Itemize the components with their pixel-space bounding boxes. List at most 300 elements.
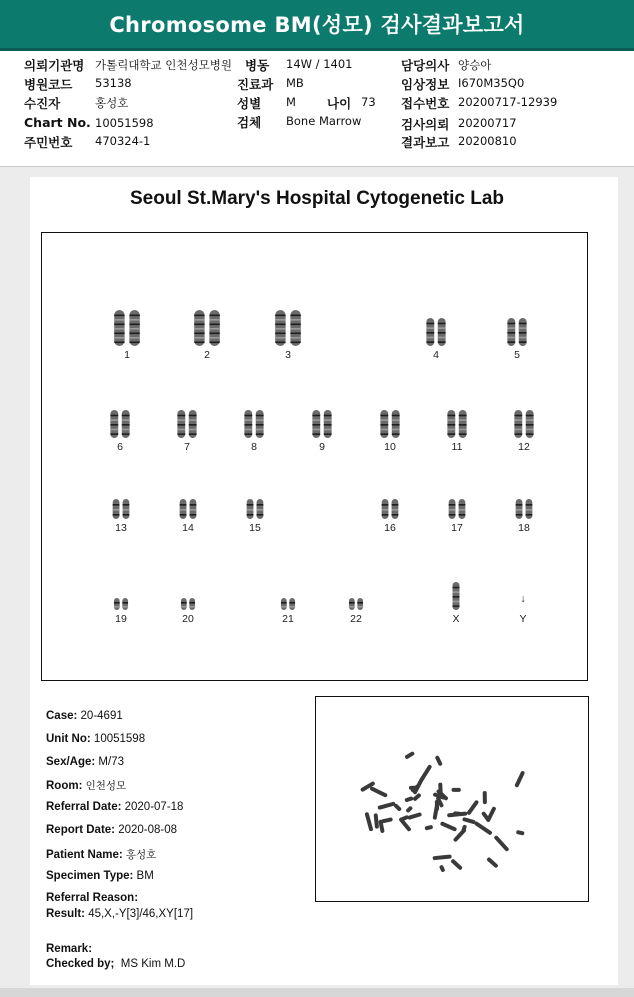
chromosome-band xyxy=(180,514,187,516)
metaphase-chromosome xyxy=(466,800,479,816)
info-value: MB xyxy=(286,76,304,90)
chromosome-label: 7 xyxy=(184,441,190,453)
chromosome-band xyxy=(257,514,264,516)
chromosome-band xyxy=(507,341,515,343)
chromosome-band xyxy=(122,415,130,417)
chromosome xyxy=(247,499,254,519)
chromosome-band xyxy=(275,328,285,330)
chromosome-band xyxy=(426,323,434,325)
chromosome-band xyxy=(290,315,300,317)
chromosome-band xyxy=(256,429,264,431)
chromosome-band xyxy=(275,342,285,344)
chromosome-band xyxy=(426,341,434,343)
chromosome xyxy=(519,318,527,346)
info-value: 10051598 xyxy=(95,116,154,130)
metaphase-chromosome xyxy=(404,796,413,803)
chromosome-band xyxy=(129,328,139,330)
metaphase-chromosome xyxy=(404,751,415,760)
chromosome xyxy=(189,598,195,610)
chromosome xyxy=(438,318,446,346)
chromosome-band xyxy=(122,606,128,608)
chromosome-label: 18 xyxy=(518,522,530,534)
chromosome-label: X xyxy=(452,613,460,625)
chromosome-band xyxy=(189,419,197,421)
chromosome-band xyxy=(110,424,118,426)
chromosome-pair xyxy=(187,309,227,347)
chromosome-label: 22 xyxy=(350,613,362,625)
chromosome-band xyxy=(507,323,515,325)
chromosome-band xyxy=(514,419,522,421)
metaphase-chromosome xyxy=(516,830,525,836)
chromosome-label: 11 xyxy=(451,441,463,453)
title-underline xyxy=(0,48,634,51)
chromosome-band xyxy=(247,509,254,511)
info-label: 주민번호 xyxy=(24,135,73,150)
metaphase-chromosome xyxy=(407,812,422,820)
chromosome-band xyxy=(190,509,197,511)
chromosome-band xyxy=(209,328,219,330)
chromosome xyxy=(129,310,139,346)
chromosome-band xyxy=(129,333,139,335)
chromosome-band xyxy=(275,333,285,335)
metaphase-chromosome xyxy=(452,788,461,792)
chromosome-band xyxy=(426,327,434,329)
chromosome-pair xyxy=(502,317,532,347)
chromosome-band xyxy=(392,514,399,516)
chromosome-pair xyxy=(239,409,269,439)
metaphase-chromosome xyxy=(439,865,446,873)
chromosome-label: 2 xyxy=(204,349,210,361)
chromosome-band xyxy=(129,324,139,326)
checked-label: Checked by; xyxy=(46,958,115,970)
chromosome-band xyxy=(257,504,264,506)
metaphase-chromosome xyxy=(424,825,433,831)
chromosome-label: 17 xyxy=(451,522,463,534)
report-date-label: Report Date: xyxy=(46,824,116,836)
reason-label: Referral Reason: xyxy=(46,892,139,904)
chromosome xyxy=(209,310,219,346)
case-label: Case: xyxy=(46,710,78,722)
chromosome-band xyxy=(519,341,527,343)
report-date-line xyxy=(46,824,177,836)
info-value: 가톨릭대학교 인천성모병원 xyxy=(95,58,232,72)
unit-label: Unit No: xyxy=(46,733,91,745)
chromosome-band xyxy=(449,509,456,511)
chromosome xyxy=(194,310,204,346)
chromosome-band xyxy=(447,419,455,421)
chromosome xyxy=(447,410,455,438)
metaphase-chromosome xyxy=(483,791,487,804)
sexage-label: Sex/Age: xyxy=(46,756,96,768)
chromosome xyxy=(459,499,466,519)
chromosome-label: 16 xyxy=(384,522,396,534)
chromosome-label: 6 xyxy=(117,441,123,453)
chromosome-band xyxy=(507,332,515,334)
chromosome-band xyxy=(129,315,139,317)
metaphase-chromosome xyxy=(514,770,525,788)
chromosome-band xyxy=(190,514,197,516)
chromosome-band xyxy=(209,337,219,339)
chromosome-band xyxy=(459,429,467,431)
chromosome-band xyxy=(194,319,204,321)
chromosome-band xyxy=(181,602,187,604)
chromosome-band xyxy=(209,315,219,317)
chromosome-band xyxy=(392,424,400,426)
info-value: 53138 xyxy=(95,76,132,90)
metaphase-chromosome xyxy=(412,793,422,802)
chromosome-band xyxy=(519,332,527,334)
chromosome-pair xyxy=(242,498,268,520)
chromosome-band xyxy=(438,337,446,339)
chromosome-band xyxy=(275,337,285,339)
referral-date-line xyxy=(46,801,183,813)
chromosome-band xyxy=(426,337,434,339)
referral-date-value: 2020-07-18 xyxy=(124,801,184,813)
chromosome-band xyxy=(129,342,139,344)
info-value: 470324-1 xyxy=(95,134,151,148)
chromosome-band xyxy=(290,333,300,335)
chromosome-band xyxy=(256,415,264,417)
chromosome-band xyxy=(438,323,446,325)
room-line xyxy=(46,778,126,793)
chromosome-band xyxy=(438,327,446,329)
chromosome-label: 15 xyxy=(249,522,261,534)
chromosome-label: 12 xyxy=(518,441,530,453)
info-label: Chart No. xyxy=(24,115,91,130)
chromosome-band xyxy=(110,419,118,421)
info-label: 진료과 xyxy=(237,77,274,92)
chromosome-band xyxy=(392,509,399,511)
chromosome-band xyxy=(449,504,456,506)
reason-line xyxy=(46,892,138,904)
chromosome-band xyxy=(275,324,285,326)
info-value: 20200717 xyxy=(458,116,517,130)
chromosome-band xyxy=(190,504,197,506)
chromosome-band xyxy=(447,415,455,417)
chromosome-label: 20 xyxy=(182,613,194,625)
chromosome-band xyxy=(382,504,389,506)
chromosome xyxy=(289,598,295,610)
info-label: 검체 xyxy=(237,115,262,130)
chromosome-band xyxy=(244,415,252,417)
chromosome-band xyxy=(459,433,467,435)
chromosome xyxy=(177,410,185,438)
chromosome-label: 14 xyxy=(182,522,194,534)
chromosome-pair xyxy=(172,409,202,439)
result-line xyxy=(46,908,193,920)
chromosome-band xyxy=(453,605,460,607)
chromosome xyxy=(110,410,118,438)
chromosome-band xyxy=(244,424,252,426)
unit-value: 10051598 xyxy=(93,733,146,745)
info-value: M xyxy=(286,95,296,109)
chromosome xyxy=(275,310,285,346)
chromosome-pair xyxy=(449,581,463,611)
case-value: 20-4691 xyxy=(80,710,123,722)
info-label: 접수번호 xyxy=(401,96,450,111)
chromosome xyxy=(180,499,187,519)
chromosome-band xyxy=(123,514,130,516)
chromosome-band xyxy=(392,504,399,506)
chromosome-band xyxy=(382,514,389,516)
chromosome xyxy=(392,410,400,438)
info-label: 병동 xyxy=(245,58,270,73)
metaphase-chromosome xyxy=(369,786,388,798)
info-value: 20200810 xyxy=(458,134,517,148)
chromosome-band xyxy=(129,319,139,321)
chromosome-band xyxy=(123,509,130,511)
chromosome-band xyxy=(312,415,320,417)
case-line xyxy=(46,710,123,722)
chromosome-band xyxy=(114,333,124,335)
checked-value: MS Kim M.D xyxy=(120,958,186,970)
chromosome-band xyxy=(257,509,264,511)
chromosome xyxy=(357,598,363,610)
chromosome xyxy=(257,499,264,519)
chromosome-band xyxy=(189,415,197,417)
metaphase-chromosome xyxy=(377,801,395,810)
chromosome-label: 3 xyxy=(285,349,291,361)
remark-label: Remark: xyxy=(46,943,93,955)
chromosome-body xyxy=(181,598,187,610)
chromosome-band xyxy=(526,514,533,516)
chromosome-band xyxy=(177,415,185,417)
chromosome-band xyxy=(516,514,523,516)
chromosome xyxy=(380,410,388,438)
chromosome-band xyxy=(526,433,534,435)
chromosome-band xyxy=(519,323,527,325)
chromosome-band xyxy=(459,424,467,426)
chromosome-band xyxy=(256,424,264,426)
chromosome-band xyxy=(449,514,456,516)
chromosome xyxy=(459,410,467,438)
metaphase-chromosome xyxy=(493,835,509,852)
chromosome-band xyxy=(189,433,197,435)
chromosome-band xyxy=(459,415,467,417)
chromosome-band xyxy=(290,337,300,339)
chromosome-band xyxy=(122,424,130,426)
chromosome-pair xyxy=(307,409,337,439)
chromosome-band xyxy=(519,327,527,329)
info-value: Bone Marrow xyxy=(286,114,362,128)
chromosome-band xyxy=(194,324,204,326)
chromosome-band xyxy=(453,587,460,589)
chromosome xyxy=(516,499,523,519)
chromosome-label: 4 xyxy=(433,349,439,361)
chromosome-band xyxy=(526,429,534,431)
chromosome-pair xyxy=(108,498,134,520)
info-label: 결과보고 xyxy=(401,135,450,150)
chromosome-band xyxy=(289,602,295,604)
chromosome xyxy=(256,410,264,438)
chromosome-band xyxy=(290,342,300,344)
chromosome xyxy=(114,310,124,346)
chromosome-band xyxy=(275,319,285,321)
chromosome-pair xyxy=(105,409,135,439)
chromosome-band xyxy=(516,504,523,506)
chromosome-pair xyxy=(509,409,539,439)
chromosome-band xyxy=(209,319,219,321)
metaphase-chromosome xyxy=(450,858,463,870)
chromosome-band xyxy=(114,606,120,608)
chromosome xyxy=(382,499,389,519)
chromosome-band xyxy=(209,342,219,344)
chromosome-band xyxy=(114,319,124,321)
chromosome xyxy=(426,318,434,346)
chromosome-pair xyxy=(444,498,470,520)
chromosome-band xyxy=(244,429,252,431)
chromosome-band xyxy=(194,342,204,344)
chromosome-band xyxy=(113,509,120,511)
chromosome-band xyxy=(256,419,264,421)
chromosome xyxy=(526,410,534,438)
chromosome-band xyxy=(380,433,388,435)
chromosome xyxy=(349,598,355,610)
chromosome-band xyxy=(380,415,388,417)
chromosome-body xyxy=(122,598,128,610)
metaphase-chromosome xyxy=(453,811,461,816)
chromosome-band xyxy=(447,429,455,431)
chromosome-label: 9 xyxy=(319,441,325,453)
chromosome-band xyxy=(180,504,187,506)
referral-date-label: Referral Date: xyxy=(46,801,122,813)
chromosome-band xyxy=(114,337,124,339)
chromosome xyxy=(244,410,252,438)
chromosome-band xyxy=(177,433,185,435)
chromosome-pair xyxy=(442,409,472,439)
chromosome-band xyxy=(312,429,320,431)
chromosome-band xyxy=(312,433,320,435)
chromosome-band xyxy=(514,415,522,417)
metaphase-chromosome xyxy=(381,817,393,823)
chromosome-band xyxy=(324,419,332,421)
chromosome-label: 5 xyxy=(514,349,520,361)
info-value: 20200717-12939 xyxy=(458,95,558,109)
chromosome-band xyxy=(453,591,460,593)
chromosome-band xyxy=(194,315,204,317)
chromosome-band xyxy=(122,419,130,421)
report-date-value: 2020-08-08 xyxy=(118,824,178,836)
info-value: 73 xyxy=(361,95,376,109)
chromosome-band xyxy=(526,419,534,421)
chromosome-band xyxy=(290,319,300,321)
metaphase-chromosome xyxy=(409,786,417,790)
chromosome-band xyxy=(114,315,124,317)
chromosome-band xyxy=(526,509,533,511)
chromosome-band xyxy=(324,433,332,435)
patient-label: Patient Name: xyxy=(46,849,123,861)
chromosome-band xyxy=(110,433,118,435)
chromosome xyxy=(114,598,120,610)
chromosome-band xyxy=(289,606,295,608)
chromosome-band xyxy=(114,602,120,604)
chromosome-band xyxy=(194,333,204,335)
bottom-strip xyxy=(0,988,634,997)
chromosome-band xyxy=(281,602,287,604)
patient-info-panel xyxy=(0,54,634,166)
chromosome xyxy=(189,410,197,438)
chromosome-body xyxy=(349,598,355,610)
chromosome-band xyxy=(514,433,522,435)
chromosome-band xyxy=(526,415,534,417)
chromosome-band xyxy=(122,602,128,604)
chromosome-band xyxy=(189,424,197,426)
chromosome-band xyxy=(113,504,120,506)
chromosome-pair xyxy=(345,597,367,611)
room-label: Room: xyxy=(46,780,83,792)
chromosome-pair xyxy=(375,409,405,439)
chromosome-pair xyxy=(421,317,451,347)
metaphase-chromosome xyxy=(440,821,458,832)
chromosome-label: 8 xyxy=(251,441,257,453)
info-label: 수진자 xyxy=(24,96,61,111)
sexage-line xyxy=(46,756,124,768)
chromosome-label: 21 xyxy=(282,613,294,625)
chromosome xyxy=(281,598,287,610)
chromosome-band xyxy=(514,424,522,426)
chromosome-pair xyxy=(175,498,201,520)
specimen-label: Specimen Type: xyxy=(46,870,134,882)
chromosome xyxy=(122,598,128,610)
chromosome-band xyxy=(114,324,124,326)
chromosome-band xyxy=(244,433,252,435)
chromosome-band xyxy=(113,514,120,516)
info-label: 검사의뢰 xyxy=(401,117,450,132)
chromosome-label: 19 xyxy=(115,613,127,625)
chromosome-band xyxy=(447,424,455,426)
checked-line xyxy=(46,958,185,970)
chromosome-band xyxy=(194,337,204,339)
chromosome-band xyxy=(453,596,460,598)
chromosome-band xyxy=(312,419,320,421)
chromosome xyxy=(453,582,460,610)
chromosome-band xyxy=(526,424,534,426)
specimen-line xyxy=(46,870,154,882)
chromosome-label: 1 xyxy=(124,349,130,361)
chromosome-pair xyxy=(268,309,308,347)
chromosome-band xyxy=(122,433,130,435)
unit-line xyxy=(46,733,145,745)
room-value: 인천성모 xyxy=(85,780,127,792)
chromosome-band xyxy=(516,509,523,511)
chromosome-label: 13 xyxy=(115,522,127,534)
chromosome-band xyxy=(177,419,185,421)
report-title-bar xyxy=(0,0,634,48)
chromosome-band xyxy=(194,328,204,330)
result-label: Result: xyxy=(46,908,85,920)
patient-line xyxy=(46,847,156,862)
chromosome-label: Y xyxy=(519,613,527,625)
chromosome-band xyxy=(392,419,400,421)
chromosome-band xyxy=(290,324,300,326)
result-value: 45,X,-Y[3]/46,XY[17] xyxy=(88,908,194,920)
chromosome-body xyxy=(281,598,287,610)
chromosome-band xyxy=(324,429,332,431)
info-value: 14W / 1401 xyxy=(286,57,353,71)
chromosome-body xyxy=(289,598,295,610)
info-value: 홍성호 xyxy=(95,96,129,110)
chromosome-band xyxy=(380,424,388,426)
chromosome xyxy=(113,499,120,519)
missing-y-arrow: ↓ xyxy=(520,593,526,605)
chromosome xyxy=(324,410,332,438)
info-label: 성별 xyxy=(237,96,262,111)
metaphase-chromosome xyxy=(364,812,373,832)
metaphase-chromosome xyxy=(462,817,476,825)
chromosome-band xyxy=(110,415,118,417)
chromosome-band xyxy=(324,415,332,417)
chromosome-band xyxy=(507,327,515,329)
